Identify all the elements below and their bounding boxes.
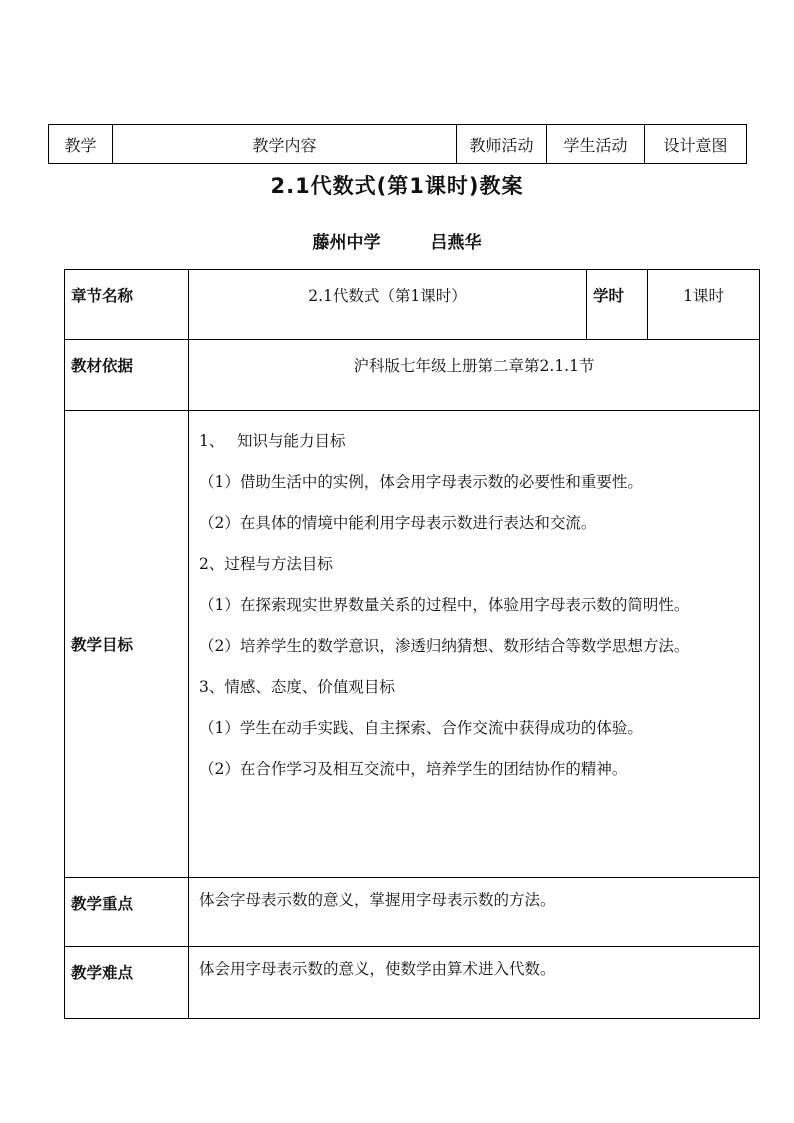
objective-line: 3、情感、态度、价值观目标 (199, 678, 395, 696)
objectives-content (189, 411, 760, 878)
row-key-points (65, 878, 760, 947)
objective-line: 2、过程与方法目标 (199, 555, 333, 573)
row-difficulties (65, 947, 760, 1019)
objective-line: （1）学生在动手实践、自主探索、合作交流中获得成功的体验。 (199, 719, 643, 737)
objective-line: 1、 知识与能力目标 (199, 432, 346, 450)
chapter-value: 2.1代数式（第1课时） (189, 270, 587, 340)
objective-line: （2）在合作学习及相互交流中，培养学生的团结协作的精神。 (199, 760, 628, 778)
objective-line: （2）在具体的情境中能利用字母表示数进行表达和交流。 (199, 514, 597, 532)
header-cell-student-activity: 学生活动 (547, 125, 645, 164)
chapter-label: 章节名称 (65, 270, 189, 340)
basis-value: 沪科版七年级上册第二章第2.1.1节 (189, 340, 760, 411)
author-line (0, 228, 794, 253)
header-cell-design-intent: 设计意图 (645, 125, 747, 164)
objective-line: （2）培养学生的数学意识，渗透归纳猜想、数形结合等数学思想方法。 (199, 637, 690, 655)
document-title: 2.1代数式(第1课时)教案 (270, 174, 524, 198)
hours-label: 学时 (587, 270, 648, 340)
objective-line: （1）借助生活中的实例，体会用字母表示数的必要性和重要性。 (199, 473, 643, 491)
header-cell-teaching: 教学 (49, 125, 113, 164)
author-name: 吕燕华 (430, 233, 482, 253)
difficulties-value: 体会用字母表示数的意义，使数学由算术进入代数。 (189, 947, 760, 1019)
key-points-value: 体会字母表示数的意义，掌握用字母表示数的方法。 (189, 878, 760, 947)
objective-line: （1）在探索现实世界数量关系的过程中，体验用字母表示数的简明性。 (199, 596, 690, 614)
author-school: 藤州中学 (312, 233, 381, 253)
row-chapter (65, 270, 760, 340)
header-table (48, 124, 747, 164)
difficulties-label: 教学难点 (65, 947, 189, 1019)
key-points-label: 教学重点 (65, 878, 189, 947)
header-cell-teacher-activity: 教师活动 (457, 125, 547, 164)
objectives-label: 教学目标 (65, 411, 189, 878)
header-cell-content: 教学内容 (113, 125, 457, 164)
row-objectives (65, 411, 760, 878)
hours-value: 1课时 (648, 270, 760, 340)
row-basis (65, 340, 760, 411)
lesson-plan-table (64, 269, 760, 1019)
basis-label: 教材依据 (65, 340, 189, 411)
